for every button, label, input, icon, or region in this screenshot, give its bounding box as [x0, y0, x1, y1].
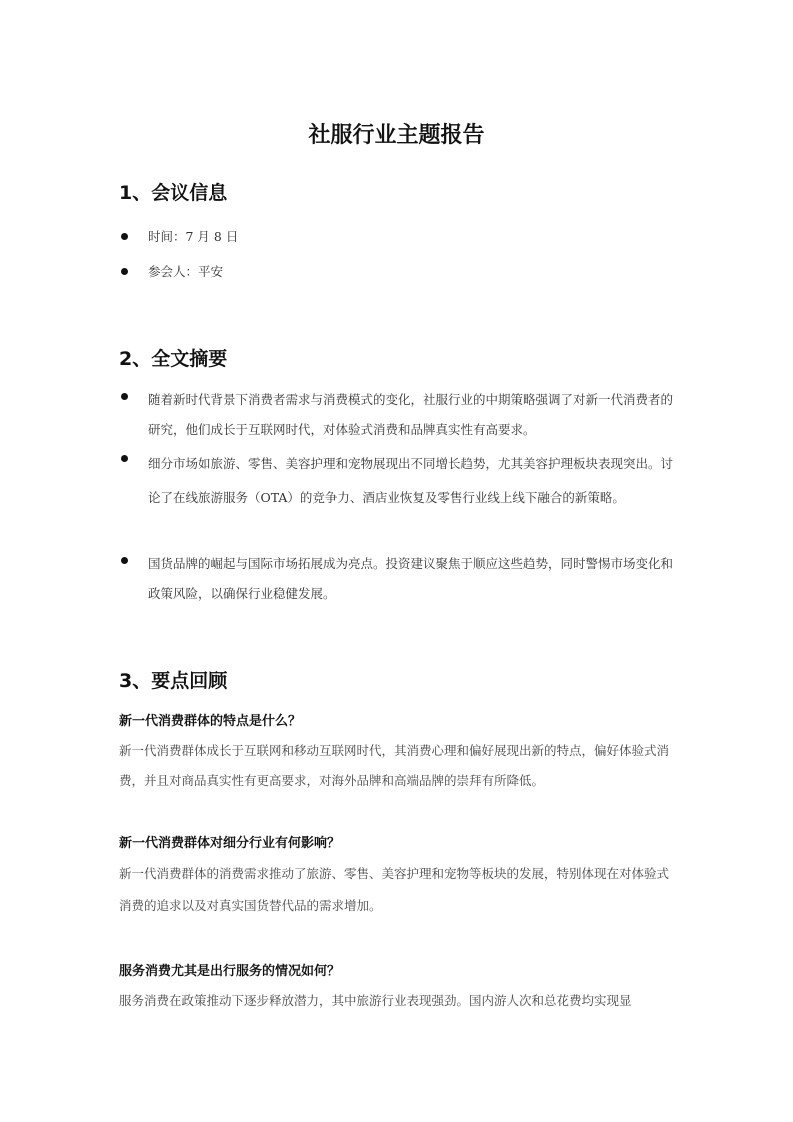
section-heading-summary: 2、全文摘要 [119, 348, 228, 370]
bullet-dot [121, 455, 128, 462]
summary-paragraph: 国货品牌的崛起与国际市场拓展成为亮点。投资建议聚焦于顺应这些趋势，同时警惕市场变化和政策风险，以确保行业稳健发展。 [148, 556, 674, 601]
meeting-attendees: 参会人：平安 [148, 264, 224, 279]
question-heading: 服务消费尤其是出行服务的情况如何？ [119, 964, 341, 979]
meeting-time: 时间：7 月 8 日 [148, 229, 239, 244]
question-heading: 新一代消费群体对细分行业有何影响？ [119, 836, 341, 851]
section-heading-meeting-info: 1、会议信息 [119, 182, 228, 204]
answer-paragraph: 新一代消费群体的消费需求推动了旅游、零售、美容护理和宠物等板块的发展，特别体现在对体验式消费的追求以及对真实国货替代品的需求增加。 [119, 866, 670, 913]
question-heading: 新一代消费群体的特点是什么？ [119, 714, 302, 729]
summary-paragraph: 细分市场如旅游、零售、美容护理和宠物展现出不同增长趋势，尤其美容护理板块表现突出。讨论了在线旅游服务（OTA）的竞争力、酒店业恢复及零售行业线上线下融合的新策略。 [148, 456, 674, 505]
bullet-dot [121, 233, 128, 240]
bullet-dot [121, 393, 128, 400]
answer-paragraph: 服务消费在政策推动下逐步释放潜力，其中旅游行业表现强劲。国内游人次和总花费均实现显 [119, 993, 632, 1008]
page-title: 社服行业主题报告 [308, 123, 485, 148]
section-heading-key-points: 3、要点回顾 [119, 670, 228, 692]
summary-paragraph: 随着新时代背景下消费者需求与消费模式的变化，社服行业的中期策略强调了对新一代消费者的研究，他们成长于互联网时代，对体验式消费和品牌真实性有高要求。 [148, 392, 674, 437]
bullet-dot [121, 557, 128, 564]
answer-paragraph: 新一代消费群体成长于互联网和移动互联网时代，其消费心理和偏好展现出新的特点，偏好体验式消费，并且对商品真实性有更高要求，对海外品牌和高端品牌的崇拜有所降低。 [119, 743, 670, 788]
bullet-dot [121, 268, 128, 275]
